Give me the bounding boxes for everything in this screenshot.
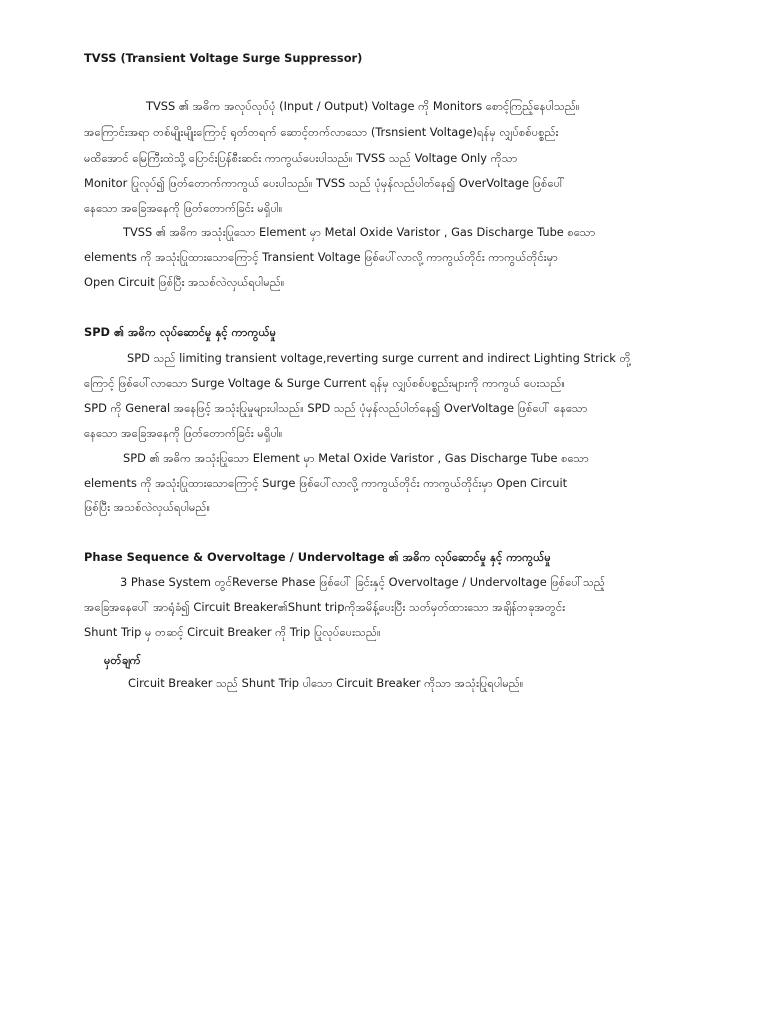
spd-paragraph-line: SPD ၏ အဓိက အသုံးပြုသော Element မှာ Metal Oxide Varistor , Gas Discharge Tube စသော [123,451,589,465]
spd-paragraph-line: နေသော အခြေအနေကို ဖြတ်တောက်ခြင်း မရှိပါ။ [84,426,283,440]
tvss-paragraph-line: Open Circuit ဖြစ်ပြီး အသစ်လဲလှယ်ရပါမည်။ [84,275,285,289]
section-heading-spd: SPD ၏ အဓိက လုပ်ဆောင်မှု နှင့် ကာကွယ်မှု [84,325,277,339]
note-label: မှတ်ချက် [104,653,141,667]
tvss-paragraph-line: elements ကို အသုံးပြုထားသောကြောင့် Transient Voltage ဖြစ်ပေါ်လာလို့ ကာကွယ်တိုင်း ကာကွယ်တိုင်းမှာ [84,250,558,264]
tvss-paragraph-line: နေသော အခြေအနေကို ဖြတ်တောက်ခြင်း မရှိပါ။ [84,201,283,215]
spd-paragraph-line: SPD သည် limiting transient voltage,reverting surge current and indirect Lighting Strick တို့ [127,351,631,365]
tvss-paragraph-line: Monitor ပြုလုပ်၍ ဖြတ်တောက်ကာကွယ် ပေးပါသည်။ TVSS သည် ပုံမှန်လည်ပါတ်နေ၍ OverVoltage ဖြစ်ပေါ် [84,176,566,190]
tvss-paragraph-line: TVSS ၏ အဓိက အသုံးပြုသော Element မှာ Metal Oxide Varistor , Gas Discharge Tube စသော [123,225,596,239]
tvss-paragraph-line: မထိအောင် မြေကြီးထဲသို့ ပြောင်းပြန်စီးဆင်း ကာကွယ်ပေးပါသည်။ TVSS သည် Voltage Only ကိုသာ [84,151,518,165]
note-text: Circuit Breaker သည် Shunt Trip ပါသော Circuit Breaker ကိုသာ အသုံးပြုရပါမည်။ [128,676,524,690]
spd-paragraph-line: ကြောင့် ဖြစ်ပေါ်လာသော Surge Voltage & Surge Current ရန်မှ လျှပ်စစ်ပစ္စည်းများကို ကာကွယ် ပေးသည်။ [84,376,565,390]
spd-paragraph-line: ဖြစ်ပြီး အသစ်လဲလှယ်ရပါမည်။ [84,500,211,514]
section-heading-tvss: TVSS (Transient Voltage Surge Suppressor) [84,51,363,65]
spd-paragraph-line: SPD ကို General အနေဖြင့် အသုံးပြုမှုများပါသည်။ SPD သည် ပုံမှန်လည်ပါတ်နေ၍ OverVoltage ဖြစ်ပေါ် နေသော [84,401,588,415]
phase-paragraph-line: အခြေအနေပေါ် အာရုံခံ၍ Circuit Breaker၏Shunt tripကိုအမိန့်ပေးပြီး သတ်မှတ်ထားသော အချိန်တခုအတွင်း [84,600,566,614]
spd-paragraph-line: elements ကို အသုံးပြုထားသောကြောင့် Surge ဖြစ်ပေါ်လာလို့ ကာကွယ်တိုင်း ကာကွယ်တိုင်းမှာ Open Circuit [84,476,568,490]
tvss-paragraph-line: TVSS ၏ အဓိက အလုပ်လုပ်ပုံ (Input / Output) Voltage ကို Monitors စောင့်ကြည့်နေပါသည်။ [146,99,580,113]
phase-paragraph-line: 3 Phase System တွင်Reverse Phase ဖြစ်ပေါ် ခြင်းနှင့် Overvoltage / Undervoltage ဖြစ်ပေါ်သည့် [120,575,606,589]
tvss-paragraph-line: အကြောင်းအရာ တစ်မျိုးမျိုးကြောင့် ရုတ်တရက် ဆောင့်တက်လာသော (Trsnsient Voltage)ရန်မှ လျှပ်စစ်ပစ္စည်း [84,125,559,139]
phase-paragraph-line: Shunt Trip မှ တဆင့် Circuit Breaker ကို Trip ပြုလုပ်ပေးသည်။ [84,625,381,639]
section-heading-phase-sequence: Phase Sequence & Overvoltage / Undervoltage ၏ အဓိက လုပ်ဆောင်မှု နှင့် ကာကွယ်မှု [84,550,551,564]
